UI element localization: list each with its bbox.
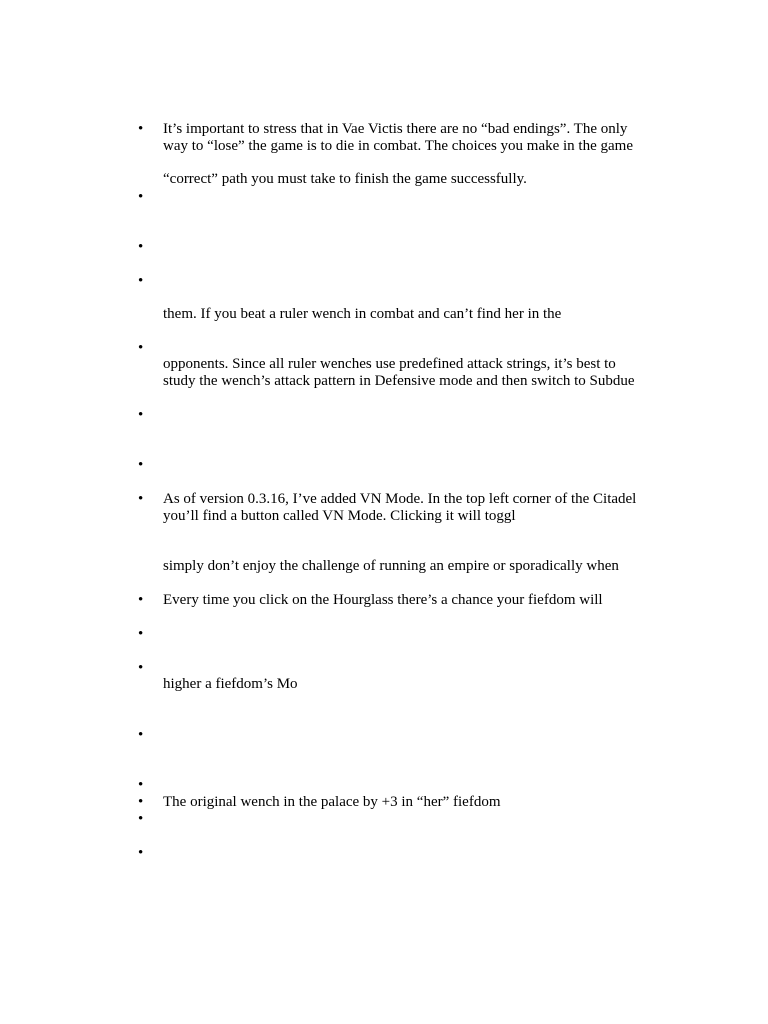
bullet-marker: • (138, 811, 144, 827)
bullet-marker: • (138, 845, 144, 861)
text-line: It’s important to stress that in Vae Victis there are no “bad endings”. The only (163, 121, 628, 137)
text-line: higher a fiefdom’s Mo (163, 676, 298, 692)
text-line: study the wench’s attack pattern in Defensive mode and then switch to Subdue (163, 373, 635, 389)
text-line: The original wench in the palace by +3 in “her” fiefdom (163, 794, 501, 810)
bullet-marker: • (138, 457, 144, 473)
bullet-marker: • (138, 273, 144, 289)
bullet-marker: • (138, 727, 144, 743)
bullet-marker: • (138, 794, 144, 810)
text-line: Every time you click on the Hourglass there’s a chance your fiefdom will (163, 592, 603, 608)
text-line: opponents. Since all ruler wenches use predefined attack strings, it’s best to (163, 356, 616, 372)
bullet-marker: • (138, 340, 144, 356)
bullet-marker: • (138, 626, 144, 642)
bullet-marker: • (138, 660, 144, 676)
text-line: As of version 0.3.16, I’ve added VN Mode. In the top left corner of the Citadel (163, 491, 637, 507)
text-line: simply don’t enjoy the challenge of running an empire or sporadically when (163, 558, 619, 574)
text-line: you’ll find a button called VN Mode. Clicking it will toggl (163, 508, 516, 524)
bullet-marker: • (138, 239, 144, 255)
bullet-marker: • (138, 189, 144, 205)
bullet-marker: • (138, 777, 144, 793)
bullet-marker: • (138, 592, 144, 608)
text-line: “correct” path you must take to finish the game successfully. (163, 171, 527, 187)
text-line: way to “lose” the game is to die in combat. The choices you make in the game (163, 138, 633, 154)
text-line: them. If you beat a ruler wench in combat and can’t find her in the (163, 306, 562, 322)
bullet-marker: • (138, 121, 144, 137)
bullet-marker: • (138, 491, 144, 507)
bullet-marker: • (138, 407, 144, 423)
